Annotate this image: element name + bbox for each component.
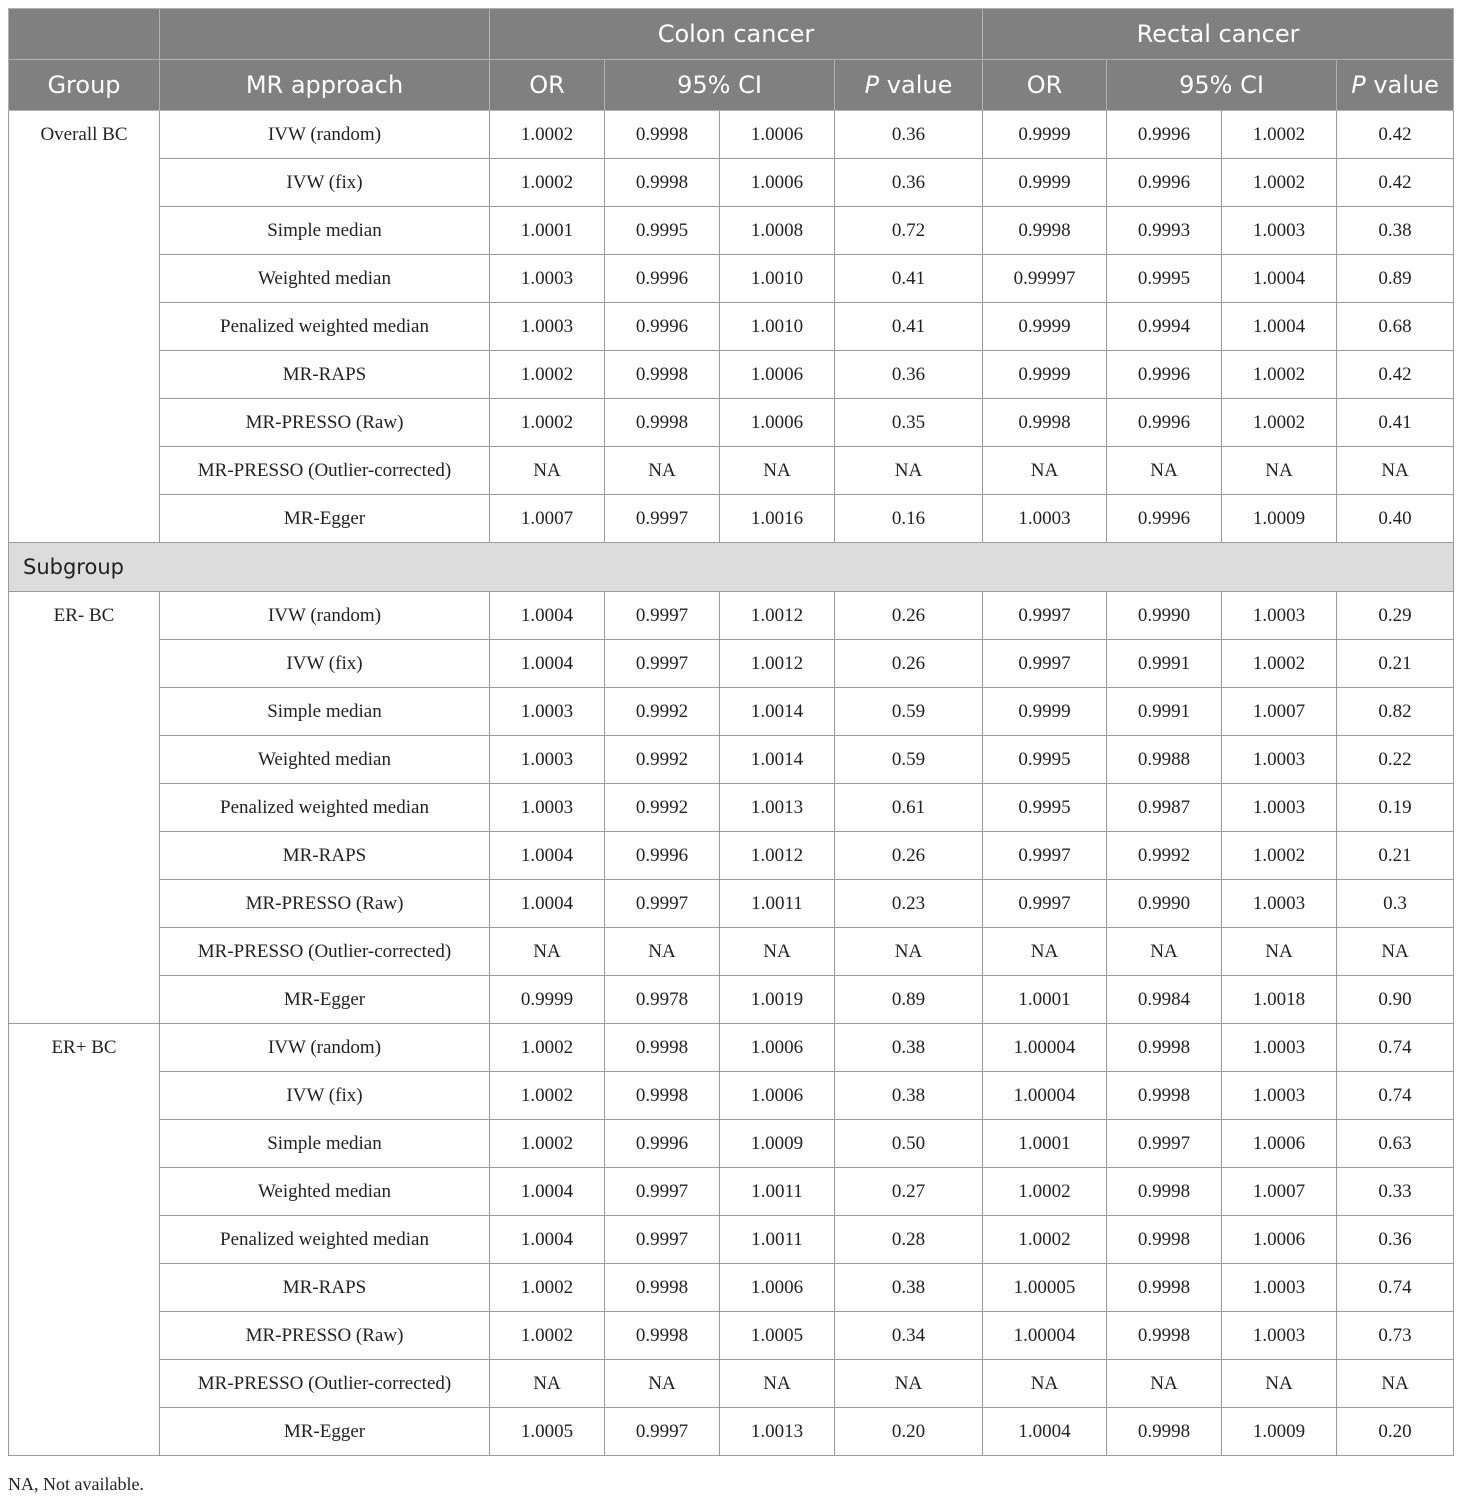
colon-ci-lower-cell: NA xyxy=(605,928,720,976)
colon-ci-lower-cell: 0.9997 xyxy=(605,880,720,928)
rectal-p-value-cell: 0.38 xyxy=(1337,207,1454,255)
rectal-or-cell: 0.9995 xyxy=(983,784,1107,832)
rectal-ci-upper-cell: 1.0018 xyxy=(1222,976,1337,1024)
rectal-p-value-cell: 0.74 xyxy=(1337,1024,1454,1072)
rectal-or-cell: 1.0001 xyxy=(983,1120,1107,1168)
table-row xyxy=(9,495,1454,543)
mr-approach-cell: Penalized weighted median xyxy=(160,303,490,351)
colon-ci-upper-cell: 1.0006 xyxy=(720,111,835,159)
colon-ci-lower-cell: 0.9992 xyxy=(605,736,720,784)
colon-ci-upper-cell: 1.0006 xyxy=(720,399,835,447)
rectal-or-cell: 0.9997 xyxy=(983,832,1107,880)
colon-ci-upper-cell: 1.0006 xyxy=(720,159,835,207)
colon-ci-lower-cell: 0.9997 xyxy=(605,1168,720,1216)
table-row xyxy=(9,399,1454,447)
mr-approach-cell: MR-Egger xyxy=(160,976,490,1024)
rectal-ci-lower-cell: 0.9987 xyxy=(1107,784,1222,832)
rectal-or-cell: 0.99997 xyxy=(983,255,1107,303)
colon-or-cell: 1.0003 xyxy=(490,736,605,784)
colon-p-value-cell: 0.38 xyxy=(835,1024,983,1072)
rectal-or-cell: 1.0003 xyxy=(983,495,1107,543)
rectal-ci-upper-cell: 1.0003 xyxy=(1222,736,1337,784)
mr-approach-cell: MR-Egger xyxy=(160,495,490,543)
table-row xyxy=(9,592,1454,640)
mr-approach-cell: IVW (random) xyxy=(160,592,490,640)
rectal-ci-lower-cell: NA xyxy=(1107,447,1222,495)
rectal-p-value-cell: 0.42 xyxy=(1337,351,1454,399)
rectal-or-cell: 1.00004 xyxy=(983,1072,1107,1120)
colon-ci-upper-cell: 1.0006 xyxy=(720,1264,835,1312)
rectal-ci-lower-cell: 0.9988 xyxy=(1107,736,1222,784)
mr-approach-cell: MR-RAPS xyxy=(160,832,490,880)
rectal-ci-lower-cell: 0.9991 xyxy=(1107,640,1222,688)
rectal-ci-lower-cell: NA xyxy=(1107,928,1222,976)
mr-approach-cell: IVW (fix) xyxy=(160,1072,490,1120)
rectal-or-cell: 0.9999 xyxy=(983,688,1107,736)
rectal-ci-lower-cell: 0.9997 xyxy=(1107,1120,1222,1168)
header-colon-ci: 95% CI xyxy=(605,60,835,111)
p-value-text: value xyxy=(1365,71,1439,99)
rectal-ci-upper-cell: 1.0006 xyxy=(1222,1120,1337,1168)
rectal-p-value-cell: 0.22 xyxy=(1337,736,1454,784)
table-row xyxy=(9,351,1454,399)
rectal-p-value-cell: 0.21 xyxy=(1337,832,1454,880)
rectal-p-value-cell: 0.3 xyxy=(1337,880,1454,928)
table-row xyxy=(9,928,1454,976)
colon-p-value-cell: 0.27 xyxy=(835,1168,983,1216)
rectal-or-cell: 0.9999 xyxy=(983,111,1107,159)
rectal-ci-lower-cell: 0.9990 xyxy=(1107,592,1222,640)
colon-p-value-cell: 0.16 xyxy=(835,495,983,543)
colon-ci-lower-cell: 0.9996 xyxy=(605,832,720,880)
group-cell: ER- BC xyxy=(9,592,160,1024)
colon-ci-upper-cell: 1.0013 xyxy=(720,784,835,832)
rectal-ci-upper-cell: 1.0002 xyxy=(1222,640,1337,688)
colon-or-cell: 1.0004 xyxy=(490,1216,605,1264)
colon-or-cell: 1.0004 xyxy=(490,592,605,640)
colon-ci-upper-cell: 1.0010 xyxy=(720,255,835,303)
colon-ci-upper-cell: 1.0008 xyxy=(720,207,835,255)
table-row xyxy=(9,640,1454,688)
table-row xyxy=(9,111,1454,159)
colon-or-cell: NA xyxy=(490,928,605,976)
subgroup-row xyxy=(9,543,1454,592)
colon-or-cell: 1.0002 xyxy=(490,1120,605,1168)
colon-or-cell: 1.0004 xyxy=(490,640,605,688)
colon-p-value-cell: 0.38 xyxy=(835,1264,983,1312)
colon-p-value-cell: 0.26 xyxy=(835,592,983,640)
colon-p-value-cell: 0.35 xyxy=(835,399,983,447)
colon-or-cell: 1.0004 xyxy=(490,832,605,880)
rectal-ci-lower-cell: 0.9996 xyxy=(1107,111,1222,159)
rectal-p-value-cell: 0.41 xyxy=(1337,399,1454,447)
colon-p-value-cell: 0.28 xyxy=(835,1216,983,1264)
colon-or-cell: 1.0007 xyxy=(490,495,605,543)
results-table xyxy=(8,8,1454,1456)
rectal-p-value-cell: 0.68 xyxy=(1337,303,1454,351)
rectal-ci-upper-cell: 1.0003 xyxy=(1222,1312,1337,1360)
rectal-p-value-cell: 0.90 xyxy=(1337,976,1454,1024)
colon-ci-lower-cell: 0.9998 xyxy=(605,111,720,159)
rectal-ci-upper-cell: 1.0003 xyxy=(1222,784,1337,832)
header-row-columns xyxy=(9,60,1454,111)
rectal-p-value-cell: 0.63 xyxy=(1337,1120,1454,1168)
rectal-ci-upper-cell: NA xyxy=(1222,447,1337,495)
rectal-or-cell: 1.00004 xyxy=(983,1024,1107,1072)
header-empty-cell xyxy=(9,9,160,60)
colon-or-cell: 1.0005 xyxy=(490,1408,605,1456)
rectal-p-value-cell: NA xyxy=(1337,447,1454,495)
colon-ci-upper-cell: 1.0011 xyxy=(720,1168,835,1216)
rectal-p-value-cell: 0.21 xyxy=(1337,640,1454,688)
rectal-or-cell: 1.0002 xyxy=(983,1216,1107,1264)
rectal-ci-lower-cell: 0.9990 xyxy=(1107,880,1222,928)
rectal-p-value-cell: 0.40 xyxy=(1337,495,1454,543)
rectal-ci-lower-cell: 0.9992 xyxy=(1107,832,1222,880)
rectal-ci-upper-cell: 1.0002 xyxy=(1222,399,1337,447)
mr-approach-cell: MR-RAPS xyxy=(160,351,490,399)
rectal-p-value-cell: 0.74 xyxy=(1337,1264,1454,1312)
colon-ci-lower-cell: 0.9992 xyxy=(605,784,720,832)
table-row xyxy=(9,1168,1454,1216)
colon-ci-lower-cell: 0.9998 xyxy=(605,1072,720,1120)
rectal-ci-upper-cell: 1.0003 xyxy=(1222,207,1337,255)
colon-or-cell: 1.0002 xyxy=(490,1312,605,1360)
colon-ci-lower-cell: 0.9997 xyxy=(605,1408,720,1456)
colon-p-value-cell: 0.36 xyxy=(835,159,983,207)
colon-ci-upper-cell: NA xyxy=(720,447,835,495)
rectal-or-cell: NA xyxy=(983,928,1107,976)
colon-ci-upper-cell: 1.0016 xyxy=(720,495,835,543)
colon-ci-upper-cell: 1.0014 xyxy=(720,736,835,784)
header-colon-p-value xyxy=(835,60,983,111)
mr-approach-cell: MR-PRESSO (Raw) xyxy=(160,880,490,928)
colon-ci-lower-cell: 0.9997 xyxy=(605,640,720,688)
header-rectal-p-value xyxy=(1337,60,1454,111)
rectal-ci-upper-cell: 1.0009 xyxy=(1222,1408,1337,1456)
rectal-ci-lower-cell: 0.9998 xyxy=(1107,1408,1222,1456)
rectal-ci-lower-cell: 0.9998 xyxy=(1107,1312,1222,1360)
rectal-or-cell: 0.9997 xyxy=(983,592,1107,640)
colon-or-cell: 1.0002 xyxy=(490,399,605,447)
colon-ci-lower-cell: 0.9997 xyxy=(605,495,720,543)
table-body xyxy=(9,111,1454,1456)
table-row xyxy=(9,303,1454,351)
rectal-ci-lower-cell: 0.9998 xyxy=(1107,1024,1222,1072)
table-row xyxy=(9,1072,1454,1120)
colon-p-value-cell: 0.72 xyxy=(835,207,983,255)
rectal-ci-upper-cell: 1.0003 xyxy=(1222,592,1337,640)
colon-or-cell: NA xyxy=(490,1360,605,1408)
colon-p-value-cell: NA xyxy=(835,928,983,976)
colon-ci-lower-cell: 0.9998 xyxy=(605,399,720,447)
colon-p-value-cell: 0.38 xyxy=(835,1072,983,1120)
rectal-ci-lower-cell: 0.9994 xyxy=(1107,303,1222,351)
header-rectal-ci: 95% CI xyxy=(1107,60,1337,111)
mr-approach-cell: Simple median xyxy=(160,688,490,736)
rectal-or-cell: 1.0001 xyxy=(983,976,1107,1024)
colon-p-value-cell: 0.26 xyxy=(835,640,983,688)
p-italic: P xyxy=(1351,71,1366,99)
mr-approach-cell: IVW (random) xyxy=(160,111,490,159)
colon-ci-lower-cell: 0.9978 xyxy=(605,976,720,1024)
rectal-ci-lower-cell: 0.9991 xyxy=(1107,688,1222,736)
colon-p-value-cell: 0.41 xyxy=(835,255,983,303)
rectal-p-value-cell: 0.73 xyxy=(1337,1312,1454,1360)
rectal-or-cell: 1.00005 xyxy=(983,1264,1107,1312)
colon-p-value-cell: 0.89 xyxy=(835,976,983,1024)
mr-approach-cell: Weighted median xyxy=(160,736,490,784)
colon-ci-lower-cell: 0.9997 xyxy=(605,1216,720,1264)
rectal-ci-upper-cell: 1.0003 xyxy=(1222,880,1337,928)
rectal-ci-lower-cell: 0.9998 xyxy=(1107,1264,1222,1312)
colon-p-value-cell: 0.23 xyxy=(835,880,983,928)
mr-approach-cell: MR-PRESSO (Raw) xyxy=(160,399,490,447)
rectal-ci-upper-cell: 1.0004 xyxy=(1222,255,1337,303)
colon-or-cell: 1.0002 xyxy=(490,351,605,399)
table-row xyxy=(9,1216,1454,1264)
mr-approach-cell: MR-Egger xyxy=(160,1408,490,1456)
rectal-or-cell: 1.00004 xyxy=(983,1312,1107,1360)
rectal-p-value-cell: 0.42 xyxy=(1337,111,1454,159)
colon-p-value-cell: 0.36 xyxy=(835,111,983,159)
table-row xyxy=(9,255,1454,303)
header-rectal-cancer: Rectal cancer xyxy=(983,9,1454,60)
p-value-text: value xyxy=(879,71,953,99)
rectal-ci-upper-cell: 1.0002 xyxy=(1222,351,1337,399)
rectal-or-cell: 1.0004 xyxy=(983,1408,1107,1456)
rectal-ci-lower-cell: NA xyxy=(1107,1360,1222,1408)
colon-p-value-cell: 0.50 xyxy=(835,1120,983,1168)
mr-approach-cell: IVW (random) xyxy=(160,1024,490,1072)
table-row xyxy=(9,1312,1454,1360)
colon-ci-lower-cell: 0.9998 xyxy=(605,159,720,207)
colon-or-cell: 0.9999 xyxy=(490,976,605,1024)
colon-p-value-cell: 0.36 xyxy=(835,351,983,399)
rectal-ci-upper-cell: NA xyxy=(1222,928,1337,976)
table-row xyxy=(9,1264,1454,1312)
colon-p-value-cell: 0.41 xyxy=(835,303,983,351)
rectal-ci-upper-cell: 1.0003 xyxy=(1222,1072,1337,1120)
rectal-ci-upper-cell: 1.0007 xyxy=(1222,1168,1337,1216)
colon-ci-upper-cell: 1.0012 xyxy=(720,832,835,880)
rectal-ci-lower-cell: 0.9996 xyxy=(1107,495,1222,543)
table-header xyxy=(9,9,1454,111)
mr-approach-cell: Simple median xyxy=(160,1120,490,1168)
colon-ci-upper-cell: 1.0011 xyxy=(720,1216,835,1264)
table-row xyxy=(9,207,1454,255)
colon-or-cell: NA xyxy=(490,447,605,495)
mr-approach-cell: MR-PRESSO (Outlier-corrected) xyxy=(160,1360,490,1408)
colon-p-value-cell: 0.59 xyxy=(835,736,983,784)
rectal-ci-upper-cell: 1.0002 xyxy=(1222,159,1337,207)
colon-ci-lower-cell: 0.9996 xyxy=(605,255,720,303)
colon-or-cell: 1.0003 xyxy=(490,784,605,832)
colon-ci-lower-cell: 0.9998 xyxy=(605,1264,720,1312)
table-row xyxy=(9,736,1454,784)
colon-ci-upper-cell: 1.0006 xyxy=(720,351,835,399)
mr-approach-cell: IVW (fix) xyxy=(160,159,490,207)
colon-ci-upper-cell: 1.0012 xyxy=(720,640,835,688)
colon-ci-lower-cell: 0.9996 xyxy=(605,1120,720,1168)
rectal-ci-lower-cell: 0.9993 xyxy=(1107,207,1222,255)
rectal-ci-lower-cell: 0.9996 xyxy=(1107,351,1222,399)
colon-or-cell: 1.0004 xyxy=(490,880,605,928)
colon-ci-upper-cell: 1.0009 xyxy=(720,1120,835,1168)
table-row xyxy=(9,976,1454,1024)
mr-approach-cell: MR-PRESSO (Outlier-corrected) xyxy=(160,447,490,495)
colon-p-value-cell: 0.59 xyxy=(835,688,983,736)
rectal-ci-upper-cell: 1.0003 xyxy=(1222,1264,1337,1312)
colon-p-value-cell: NA xyxy=(835,1360,983,1408)
colon-ci-lower-cell: NA xyxy=(605,447,720,495)
rectal-ci-lower-cell: 0.9998 xyxy=(1107,1072,1222,1120)
colon-ci-upper-cell: 1.0014 xyxy=(720,688,835,736)
mr-approach-cell: MR-PRESSO (Outlier-corrected) xyxy=(160,928,490,976)
rectal-ci-lower-cell: 0.9998 xyxy=(1107,1216,1222,1264)
rectal-p-value-cell: 0.82 xyxy=(1337,688,1454,736)
colon-or-cell: 1.0002 xyxy=(490,111,605,159)
colon-ci-lower-cell: 0.9992 xyxy=(605,688,720,736)
rectal-ci-upper-cell: 1.0009 xyxy=(1222,495,1337,543)
table-row xyxy=(9,832,1454,880)
colon-or-cell: 1.0002 xyxy=(490,1264,605,1312)
colon-ci-upper-cell: 1.0006 xyxy=(720,1072,835,1120)
colon-p-value-cell: 0.26 xyxy=(835,832,983,880)
rectal-p-value-cell: 0.29 xyxy=(1337,592,1454,640)
rectal-ci-upper-cell: 1.0003 xyxy=(1222,1024,1337,1072)
colon-p-value-cell: NA xyxy=(835,447,983,495)
rectal-or-cell: 0.9998 xyxy=(983,399,1107,447)
colon-ci-lower-cell: 0.9998 xyxy=(605,1024,720,1072)
rectal-or-cell: 1.0002 xyxy=(983,1168,1107,1216)
rectal-p-value-cell: 0.89 xyxy=(1337,255,1454,303)
colon-ci-upper-cell: 1.0019 xyxy=(720,976,835,1024)
rectal-or-cell: 0.9999 xyxy=(983,159,1107,207)
rectal-ci-lower-cell: 0.9995 xyxy=(1107,255,1222,303)
table-row xyxy=(9,688,1454,736)
rectal-p-value-cell: 0.42 xyxy=(1337,159,1454,207)
table-row xyxy=(9,880,1454,928)
rectal-p-value-cell: 0.74 xyxy=(1337,1072,1454,1120)
rectal-p-value-cell: NA xyxy=(1337,1360,1454,1408)
colon-or-cell: 1.0002 xyxy=(490,1072,605,1120)
subgroup-label: Subgroup xyxy=(9,543,1454,592)
rectal-or-cell: 0.9998 xyxy=(983,207,1107,255)
colon-ci-upper-cell: 1.0013 xyxy=(720,1408,835,1456)
colon-or-cell: 1.0004 xyxy=(490,1168,605,1216)
group-cell: Overall BC xyxy=(9,111,160,543)
rectal-or-cell: 0.9997 xyxy=(983,880,1107,928)
mr-approach-cell: MR-PRESSO (Raw) xyxy=(160,1312,490,1360)
header-rectal-or: OR xyxy=(983,60,1107,111)
header-row-outcomes xyxy=(9,9,1454,60)
rectal-p-value-cell: 0.19 xyxy=(1337,784,1454,832)
mr-approach-cell: Simple median xyxy=(160,207,490,255)
rectal-ci-upper-cell: 1.0002 xyxy=(1222,832,1337,880)
rectal-or-cell: 0.9995 xyxy=(983,736,1107,784)
rectal-p-value-cell: 0.36 xyxy=(1337,1216,1454,1264)
mr-approach-cell: Penalized weighted median xyxy=(160,784,490,832)
rectal-or-cell: NA xyxy=(983,1360,1107,1408)
colon-or-cell: 1.0003 xyxy=(490,688,605,736)
rectal-p-value-cell: 0.33 xyxy=(1337,1168,1454,1216)
colon-ci-upper-cell: 1.0005 xyxy=(720,1312,835,1360)
colon-ci-upper-cell: NA xyxy=(720,1360,835,1408)
colon-p-value-cell: 0.20 xyxy=(835,1408,983,1456)
colon-ci-upper-cell: 1.0012 xyxy=(720,592,835,640)
rectal-ci-lower-cell: 0.9996 xyxy=(1107,159,1222,207)
rectal-ci-upper-cell: 1.0006 xyxy=(1222,1216,1337,1264)
mr-approach-cell: Weighted median xyxy=(160,1168,490,1216)
header-colon-cancer: Colon cancer xyxy=(490,9,983,60)
rectal-p-value-cell: NA xyxy=(1337,928,1454,976)
rectal-ci-upper-cell: 1.0007 xyxy=(1222,688,1337,736)
rectal-or-cell: 0.9999 xyxy=(983,303,1107,351)
header-group: Group xyxy=(9,60,160,111)
rectal-or-cell: NA xyxy=(983,447,1107,495)
rectal-ci-lower-cell: 0.9998 xyxy=(1107,1168,1222,1216)
rectal-or-cell: 0.9997 xyxy=(983,640,1107,688)
colon-p-value-cell: 0.61 xyxy=(835,784,983,832)
mr-approach-cell: Weighted median xyxy=(160,255,490,303)
rectal-p-value-cell: 0.20 xyxy=(1337,1408,1454,1456)
rectal-ci-upper-cell: 1.0004 xyxy=(1222,303,1337,351)
table-row xyxy=(9,784,1454,832)
colon-or-cell: 1.0002 xyxy=(490,1024,605,1072)
footnote: NA, Not available. xyxy=(8,1474,144,1494)
table-row xyxy=(9,159,1454,207)
colon-ci-lower-cell: 0.9998 xyxy=(605,1312,720,1360)
colon-or-cell: 1.0001 xyxy=(490,207,605,255)
table-row xyxy=(9,1408,1454,1456)
rectal-ci-lower-cell: 0.9984 xyxy=(1107,976,1222,1024)
rectal-ci-upper-cell: 1.0002 xyxy=(1222,111,1337,159)
colon-ci-lower-cell: 0.9996 xyxy=(605,303,720,351)
table-row xyxy=(9,1120,1454,1168)
colon-ci-upper-cell: NA xyxy=(720,928,835,976)
colon-or-cell: 1.0003 xyxy=(490,303,605,351)
header-colon-or: OR xyxy=(490,60,605,111)
table-row xyxy=(9,447,1454,495)
colon-ci-lower-cell: 0.9995 xyxy=(605,207,720,255)
p-italic: P xyxy=(864,71,880,99)
colon-or-cell: 1.0003 xyxy=(490,255,605,303)
colon-ci-lower-cell: 0.9997 xyxy=(605,592,720,640)
colon-ci-lower-cell: NA xyxy=(605,1360,720,1408)
colon-or-cell: 1.0002 xyxy=(490,159,605,207)
mr-approach-cell: MR-RAPS xyxy=(160,1264,490,1312)
rectal-or-cell: 0.9999 xyxy=(983,351,1107,399)
colon-p-value-cell: 0.34 xyxy=(835,1312,983,1360)
mr-approach-cell: IVW (fix) xyxy=(160,640,490,688)
table-row xyxy=(9,1360,1454,1408)
rectal-ci-upper-cell: NA xyxy=(1222,1360,1337,1408)
colon-ci-lower-cell: 0.9998 xyxy=(605,351,720,399)
colon-ci-upper-cell: 1.0011 xyxy=(720,880,835,928)
colon-ci-upper-cell: 1.0006 xyxy=(720,1024,835,1072)
colon-ci-upper-cell: 1.0010 xyxy=(720,303,835,351)
table-row xyxy=(9,1024,1454,1072)
header-mr-approach: MR approach xyxy=(160,60,490,111)
rectal-ci-lower-cell: 0.9996 xyxy=(1107,399,1222,447)
group-cell: ER+ BC xyxy=(9,1024,160,1456)
header-empty-cell xyxy=(160,9,490,60)
mr-approach-cell: Penalized weighted median xyxy=(160,1216,490,1264)
